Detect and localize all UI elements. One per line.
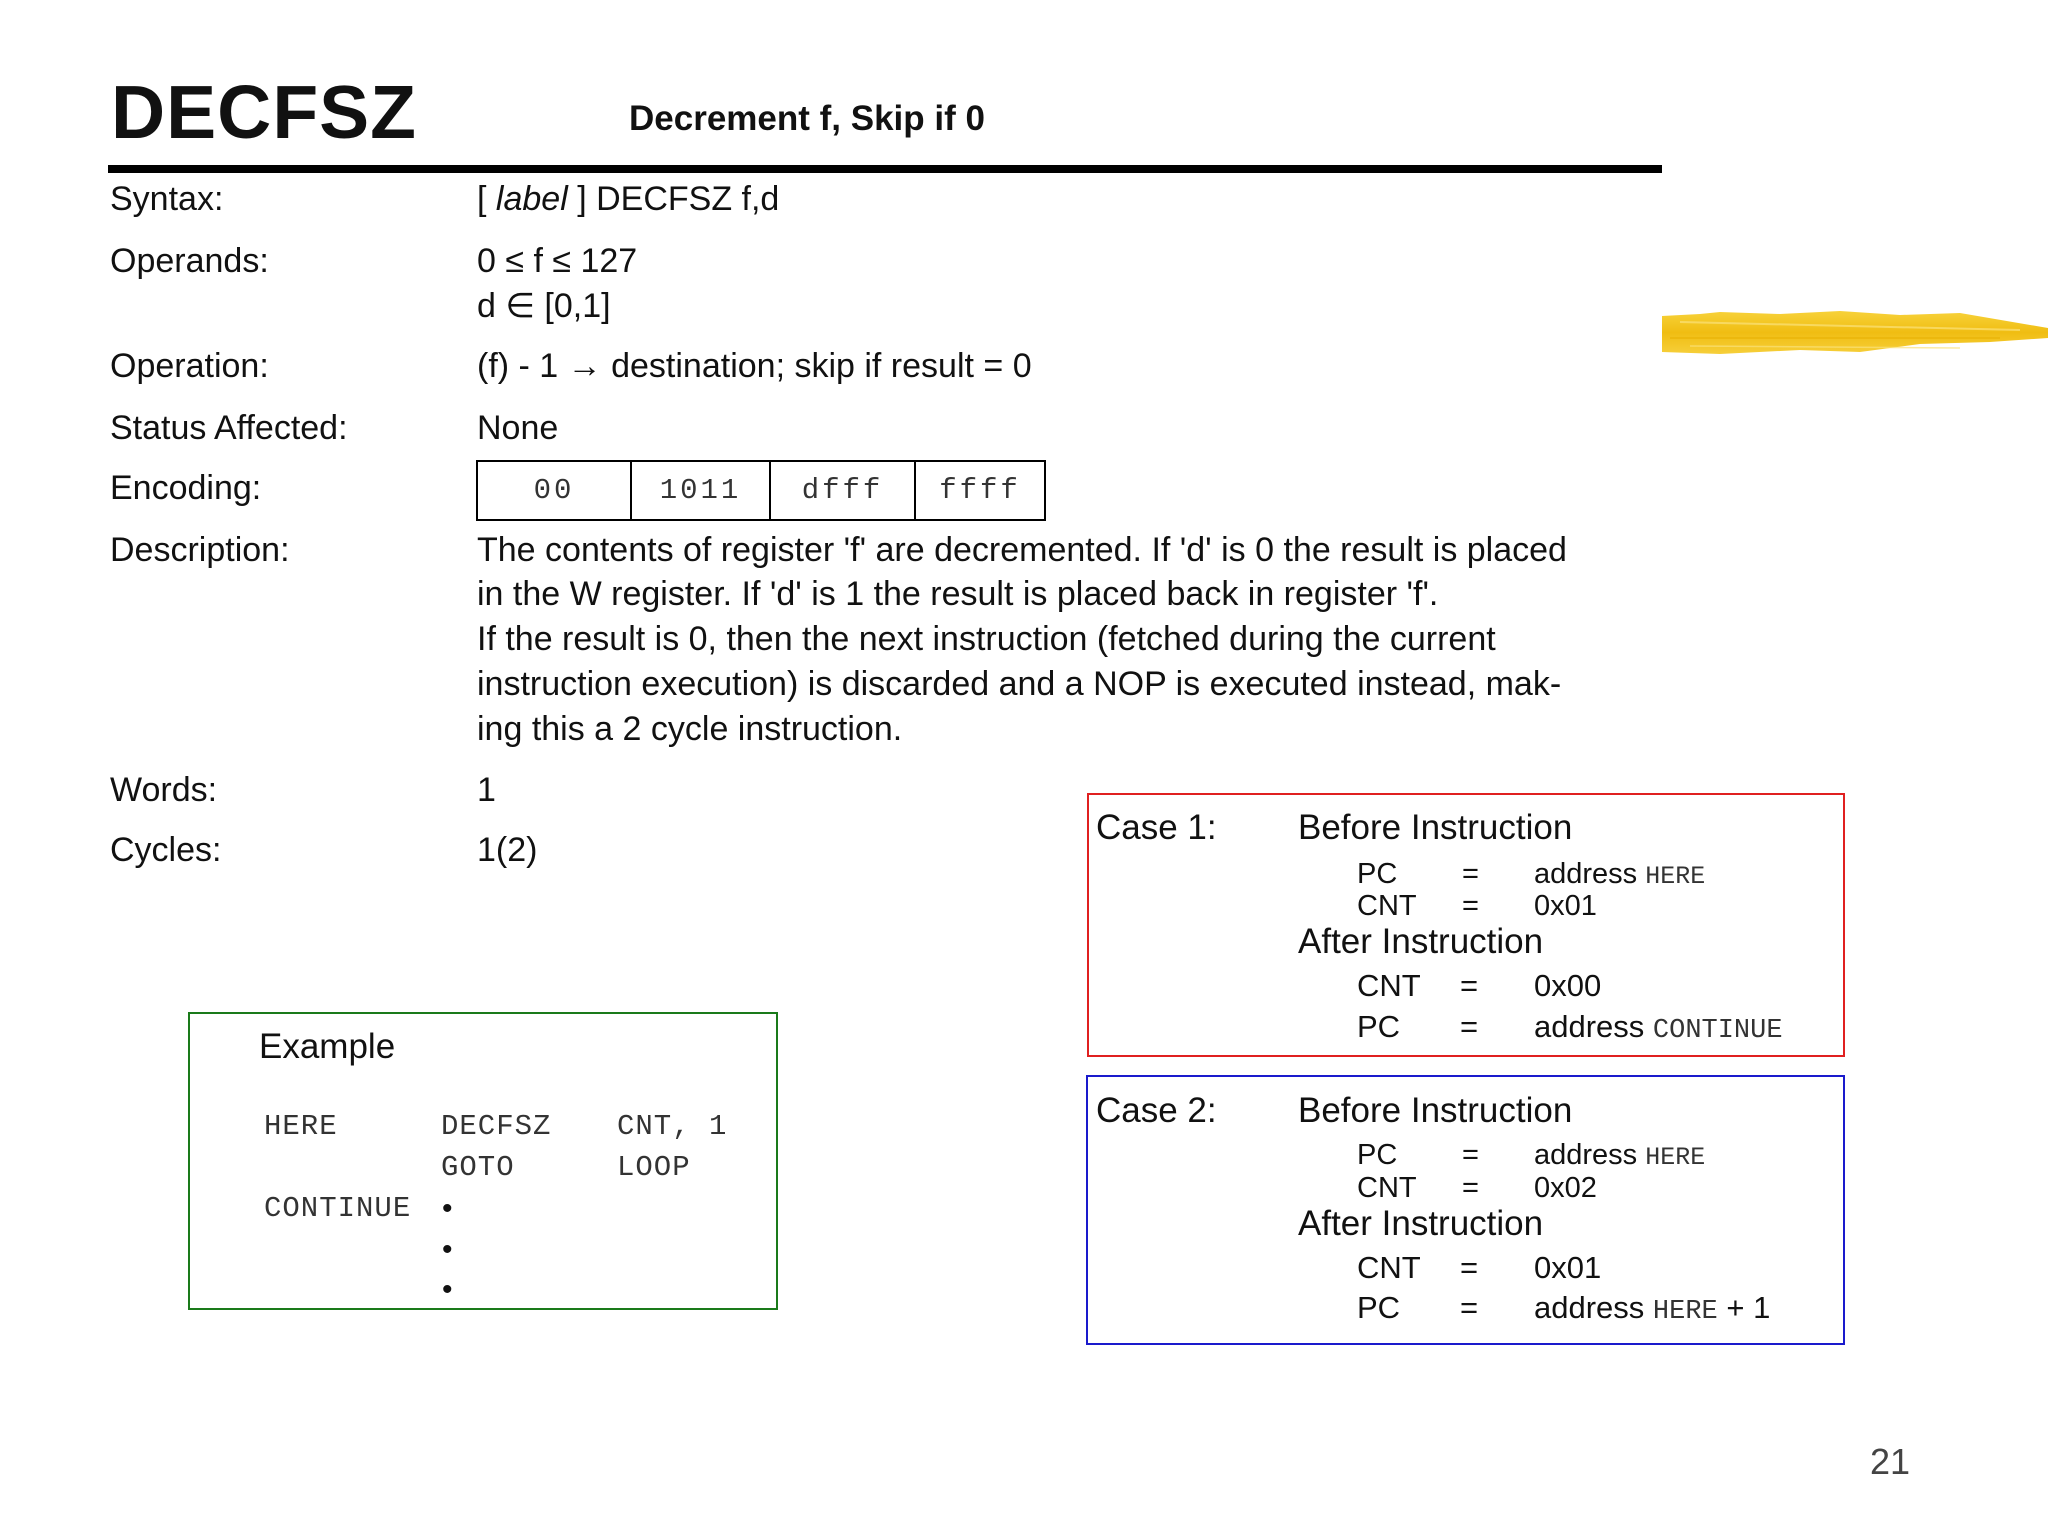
case2-before-eq: =	[1462, 1139, 1479, 1171]
encoding-cell: dfff	[769, 462, 914, 519]
operands-label: Operands:	[110, 242, 269, 280]
case1-before-heading: Before Instruction	[1298, 808, 1573, 847]
case2-before-heading: Before Instruction	[1298, 1091, 1573, 1130]
description-line: in the W register. If 'd' is 1 the result is placed back in register 'f'.	[477, 575, 1439, 613]
status-value: None	[477, 409, 559, 447]
status-label: Status Affected:	[110, 409, 348, 447]
case2-before-eq: =	[1462, 1172, 1479, 1204]
words-label: Words:	[110, 771, 218, 809]
case1-before-eq: =	[1462, 858, 1479, 890]
syntax-rest: ] DECFSZ f,d	[577, 180, 780, 218]
page-number: 21	[1870, 1441, 1911, 1482]
case1-after-val	[1534, 1007, 1783, 1051]
case2-after-reg: CNT	[1357, 1250, 1421, 1285]
case2-before-val-mono: HERE	[1645, 1143, 1706, 1172]
case1-before-eq: =	[1462, 890, 1479, 922]
case2-after-val-mono: HERE	[1652, 1297, 1718, 1327]
header-rule	[108, 165, 1662, 173]
case1-after-heading: After Instruction	[1298, 922, 1544, 961]
case1-before-reg: PC	[1357, 858, 1398, 890]
example-title: Example	[259, 1027, 396, 1066]
case1-after-val: 0x00	[1534, 968, 1602, 1003]
case2-before-val: 0x02	[1534, 1172, 1597, 1204]
case2-after-reg: PC	[1357, 1290, 1401, 1325]
example-op-decfsz: DECFSZ	[441, 1110, 552, 1143]
encoding-cell: 00	[533, 474, 575, 507]
example-arg-cnt: CNT, 1	[617, 1110, 728, 1143]
description-line: If the result is 0, then the next instruction (fetched during the current	[477, 620, 1496, 658]
case2-after-val	[1534, 1288, 1770, 1332]
example-label-here: HERE	[264, 1110, 338, 1143]
operands-line1: 0 ≤ f ≤ 127	[477, 242, 638, 280]
case1-before-val-mono: HERE	[1645, 862, 1706, 891]
case2-after-val-text: address	[1534, 1290, 1645, 1325]
case2-after-eq: =	[1460, 1290, 1479, 1325]
cycles-label: Cycles:	[110, 831, 222, 869]
example-bullet: •	[442, 1273, 453, 1306]
case1-title: Case 1:	[1096, 808, 1217, 847]
case1-after-eq: =	[1460, 968, 1479, 1003]
example-arg-loop: LOOP	[617, 1151, 691, 1184]
encoding-cell: ffff	[914, 462, 1044, 519]
syntax-open-bracket: [	[477, 180, 487, 218]
case2-after-val: 0x01	[1534, 1250, 1602, 1285]
example-label-continue: CONTINUE	[264, 1192, 412, 1225]
case2-before-val-text: address	[1534, 1139, 1638, 1171]
description-line: instruction execution) is discarded and a NOP is executed instead, mak-	[477, 665, 1562, 703]
operands-line2: d ∈ [0,1]	[477, 287, 611, 325]
encoding-table	[476, 460, 1046, 521]
case2-after-heading: After Instruction	[1298, 1204, 1544, 1243]
example-op-goto: GOTO	[441, 1151, 515, 1184]
syntax-label: Syntax:	[110, 180, 224, 218]
case2-title: Case 2:	[1096, 1091, 1217, 1130]
case1-after-reg: CNT	[1357, 968, 1421, 1003]
operation-value: (f) - 1 → destination; skip if result = 0	[477, 347, 1032, 385]
instruction-title: DECFSZ	[111, 70, 417, 154]
example-bullet: •	[442, 1192, 453, 1225]
encoding-cell: 1011	[630, 462, 769, 519]
cycles-value: 1(2)	[477, 831, 538, 869]
operation-label: Operation:	[110, 347, 269, 385]
encoding-label: Encoding:	[110, 469, 262, 507]
case1-before-val: 0x01	[1534, 890, 1597, 922]
case1-after-reg: PC	[1357, 1009, 1401, 1044]
case1-after-val-text: address	[1534, 1009, 1645, 1044]
case2-before-reg: CNT	[1357, 1172, 1417, 1204]
example-bullet: •	[442, 1233, 453, 1266]
syntax-value	[477, 177, 779, 221]
description-label: Description:	[110, 531, 290, 569]
case2-before-val	[1534, 1138, 1705, 1175]
case2-after-eq: =	[1460, 1250, 1479, 1285]
instruction-subtitle: Decrement f, Skip if 0	[629, 99, 985, 138]
case2-before-reg: PC	[1357, 1139, 1398, 1171]
highlighter-stroke-decoration	[1660, 308, 2048, 360]
case1-after-eq: =	[1460, 1009, 1479, 1044]
case1-before-reg: CNT	[1357, 890, 1417, 922]
description-line: ing this a 2 cycle instruction.	[477, 710, 903, 748]
syntax-label-word: label	[495, 180, 568, 218]
case1-after-val-mono: CONTINUE	[1652, 1016, 1783, 1046]
words-value: 1	[477, 771, 496, 809]
case1-before-val-text: address	[1534, 858, 1638, 890]
case2-after-val-suffix: + 1	[1726, 1290, 1771, 1325]
description-line: The contents of register 'f' are decremented. If 'd' is 0 the result is placed	[477, 531, 1567, 569]
